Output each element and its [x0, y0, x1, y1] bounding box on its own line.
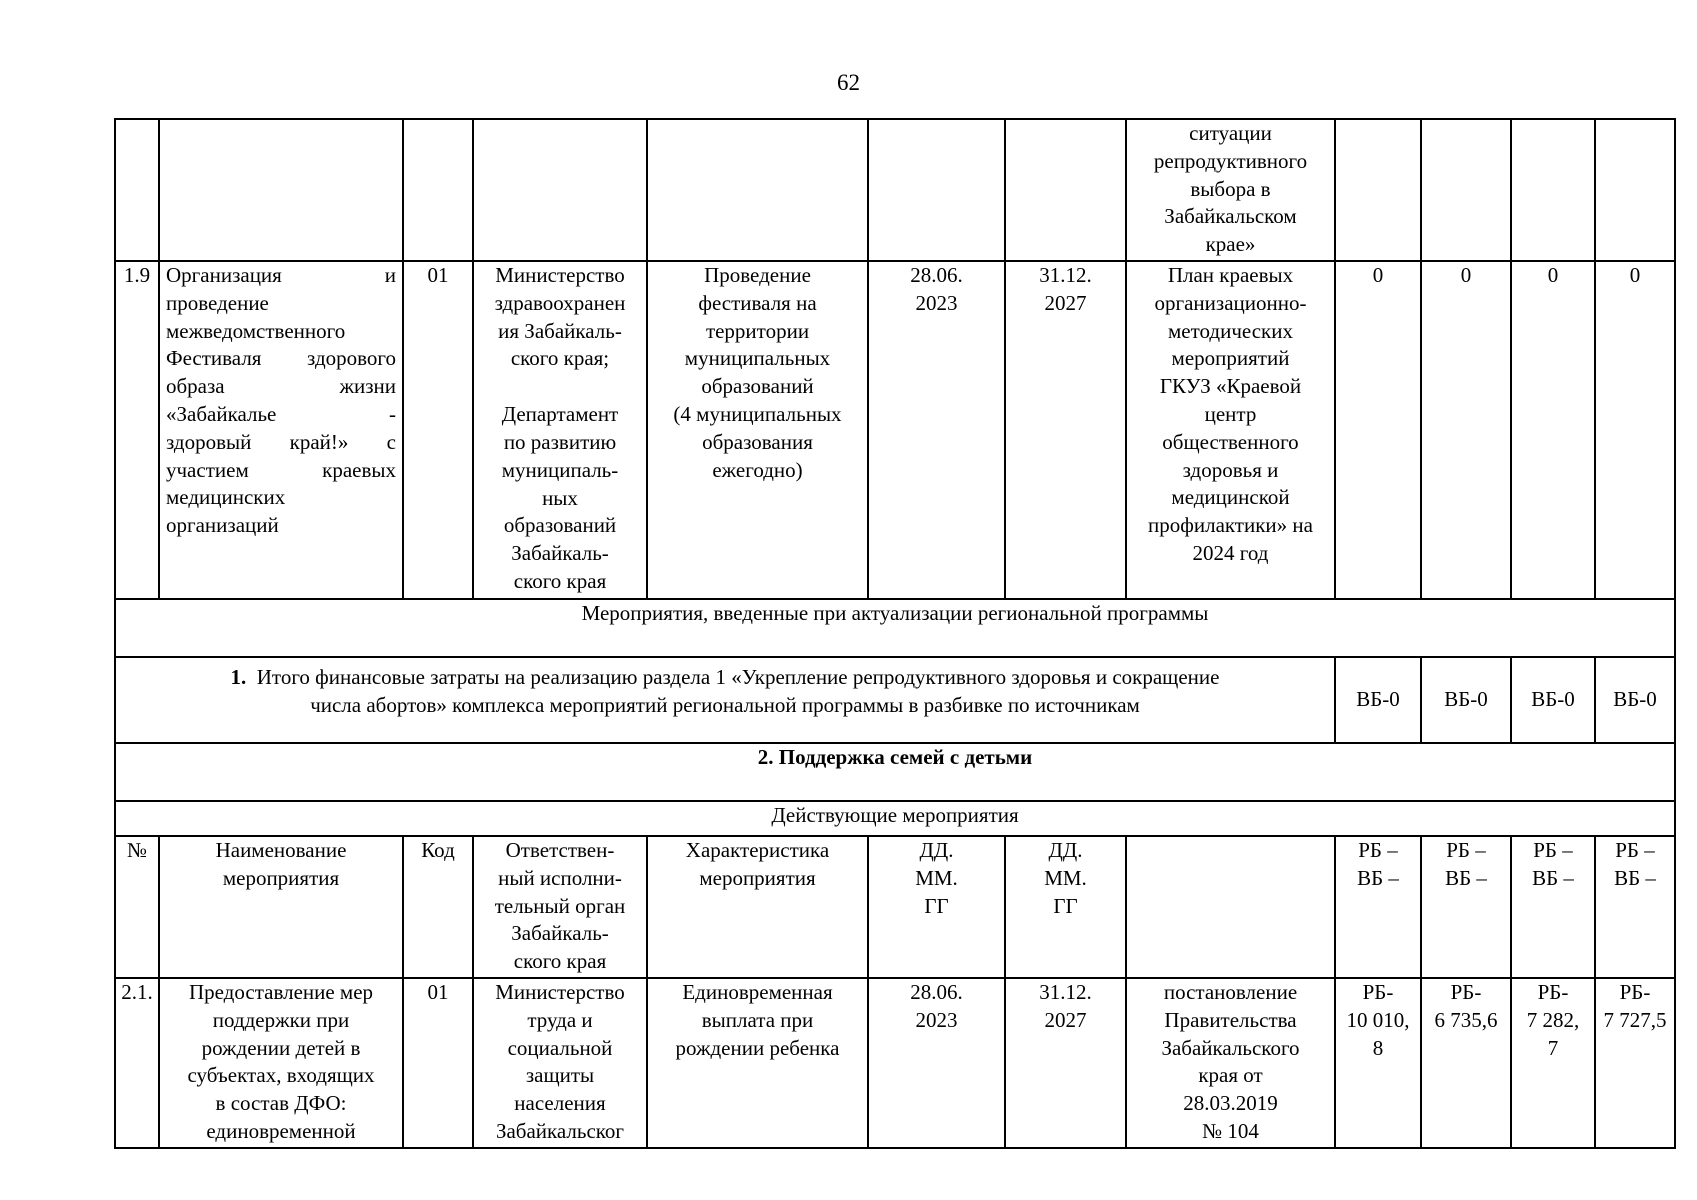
- header-num: №: [115, 836, 159, 978]
- cell-value: [1335, 119, 1421, 261]
- cell-value: 0: [1511, 261, 1595, 599]
- cell-start: 28.06. 2023: [868, 261, 1005, 599]
- cell-characteristic: Проведение фестиваля на территории муниципальных образований (4 муниципальных образования ежегодно): [647, 261, 868, 599]
- cell-value: ВБ-0: [1511, 657, 1595, 743]
- cell-code: 01: [403, 261, 473, 599]
- cell-value: 0: [1421, 261, 1511, 599]
- cell-value: [1595, 119, 1675, 261]
- header-code: Код: [403, 836, 473, 978]
- cell-basis: постановление Правительства Забайкальского края от 28.03.2019 № 104: [1126, 978, 1335, 1148]
- total-text-line1: Итого финансовые затраты на реализацию раздела 1 «Укрепление репродуктивного здоровья и сокращение: [256, 665, 1220, 689]
- header-name: Наименование мероприятия: [159, 836, 403, 978]
- cell-start: [868, 119, 1005, 261]
- cell-value: [1421, 119, 1511, 261]
- header-fin: РБ – ВБ –: [1335, 836, 1421, 978]
- cell-num: [115, 119, 159, 261]
- cell-num: 1.9: [115, 261, 159, 599]
- table-row: [115, 261, 1675, 599]
- cell-executor: [473, 119, 647, 261]
- total-label: [115, 657, 1335, 743]
- page-number: 62: [837, 70, 860, 95]
- cell-start: 28.06. 2023: [868, 978, 1005, 1148]
- cell-name: Предоставление мер поддержки при рождении детей в субъектах, входящих в состав ДФО: единовременной: [159, 978, 403, 1148]
- cell-name: [159, 119, 403, 261]
- total-row: [115, 657, 1675, 743]
- cell-num: 2.1.: [115, 978, 159, 1148]
- cell-end: 31.12. 2027: [1005, 978, 1126, 1148]
- section-row: [115, 801, 1675, 836]
- cell-code: [403, 119, 473, 261]
- cell-value: ВБ-0: [1335, 657, 1421, 743]
- header-start: ДД. ММ. ГГ: [868, 836, 1005, 978]
- header-executor: Ответствен- ный исполни- тельный орган Забайкаль- ского края: [473, 836, 647, 978]
- table-row: [115, 119, 1675, 261]
- header-characteristic: Характеристика мероприятия: [647, 836, 868, 978]
- cell-code: 01: [403, 978, 473, 1148]
- section-new-measures: Мероприятия, введенные при актуализации региональной программы: [115, 599, 1675, 657]
- cell-value: РБ- 7 282, 7: [1511, 978, 1595, 1148]
- section-title: 2. Поддержка семей с детьми: [115, 743, 1675, 801]
- header-fin: РБ – ВБ –: [1511, 836, 1595, 978]
- cell-executor: Министерство труда и социальной защиты населения Забайкальског: [473, 978, 647, 1148]
- cell-name: Организация и проведение межведомственного Фестиваля здорового образа жизни «Забайкалье - здоровый край!» с участием краевых медицинских организаций: [159, 261, 403, 599]
- cell-end: 31.12. 2027: [1005, 261, 1126, 599]
- cell-value: [1511, 119, 1595, 261]
- table-row: [115, 978, 1675, 1148]
- header-fin: РБ – ВБ –: [1421, 836, 1511, 978]
- section-row: [115, 599, 1675, 657]
- header-end: ДД. ММ. ГГ: [1005, 836, 1126, 978]
- cell-basis: План краевых организационно- методических мероприятий ГКУЗ «Краевой центр общественного здоровья и медицинской профилактики» на 2024 год: [1126, 261, 1335, 599]
- header-fin: РБ – ВБ –: [1595, 836, 1675, 978]
- cell-value: РБ- 6 735,6: [1421, 978, 1511, 1148]
- cell-value: 0: [1595, 261, 1675, 599]
- cell-value: РБ- 7 727,5: [1595, 978, 1675, 1148]
- cell-value: ВБ-0: [1595, 657, 1675, 743]
- section-row: [115, 743, 1675, 801]
- header-row: [115, 836, 1675, 978]
- cell-value: РБ- 10 010, 8: [1335, 978, 1421, 1148]
- header-basis: [1126, 836, 1335, 978]
- cell-characteristic: [647, 119, 868, 261]
- cell-value: 0: [1335, 261, 1421, 599]
- cell-value: ВБ-0: [1421, 657, 1511, 743]
- total-number: 1.: [230, 665, 247, 689]
- section-current-measures: Действующие мероприятия: [115, 801, 1675, 836]
- cell-basis: ситуации репродуктивного выбора в Забайкальском крае»: [1126, 119, 1335, 261]
- cell-executor: Министерство здравоохранен ия Забайкаль- ского края; Департамент по развитию муниципаль- ных образований Забайкаль- ского края: [473, 261, 647, 599]
- cell-characteristic: Единовременная выплата при рождении ребенка: [647, 978, 868, 1148]
- program-table: [114, 118, 1676, 1149]
- total-text-line2: числа абортов» комплекса мероприятий региональной программы в разбивке по источникам: [310, 692, 1140, 717]
- cell-end: [1005, 119, 1126, 261]
